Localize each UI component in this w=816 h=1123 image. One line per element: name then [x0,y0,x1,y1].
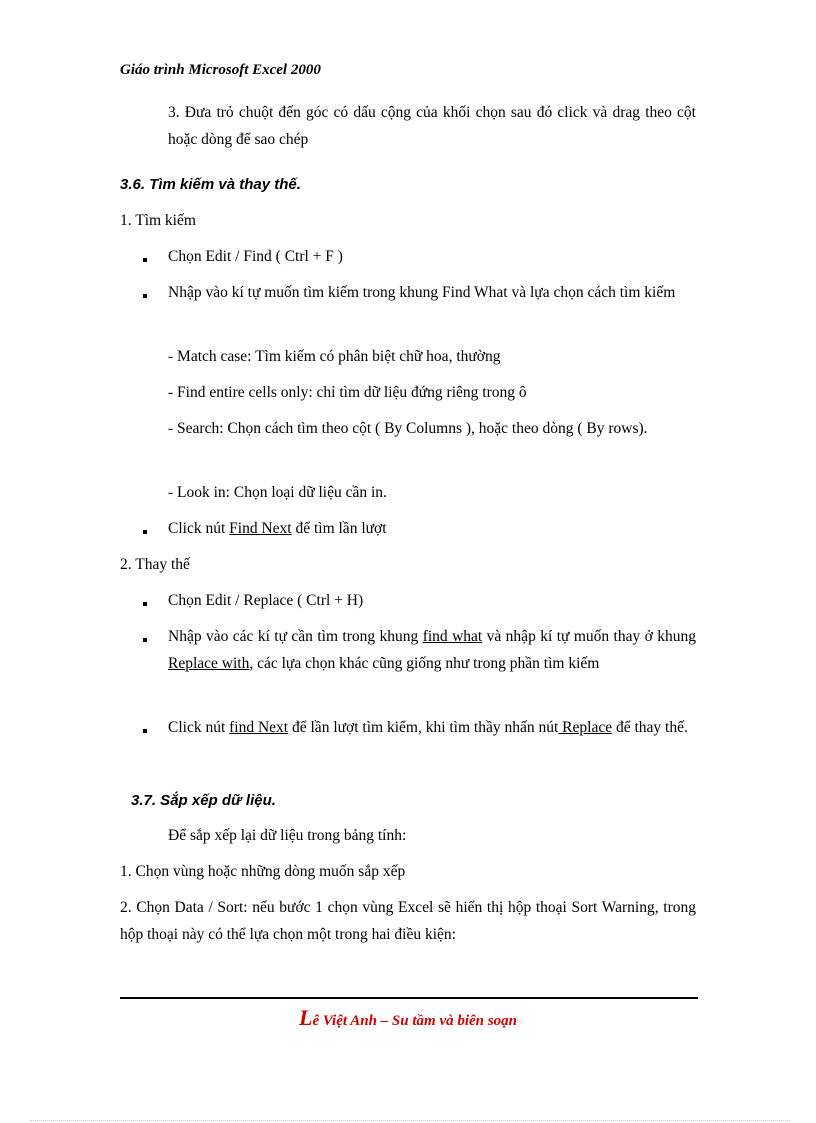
sort-step-1: 1. Chọn vùng hoặc những dòng muốn sắp xếp [120,863,406,880]
page-bottom-edge [30,1120,790,1121]
replace-bullet-3-middle: để lần lượt tìm kiểm, khi tìm thầy nhấn nút [288,719,559,736]
replace-bullet-2-suffix: , các lựa chọn khác cũng giống như trong phần tìm kiếm [249,655,600,672]
find-bullet-1: Chọn Edit / Find ( Ctrl + F ) [168,248,343,265]
replace-bullet-3-suffix: để thay thế. [612,719,688,736]
bullet-icon [143,294,149,300]
find-next-link-2: find Next [229,719,289,736]
find-bullet-2: Nhập vào kí tự muốn tìm kiếm trong khung Find What và lựa chọn cách tìm kiếm [168,284,676,301]
footer-credit [0,1005,816,1031]
replace-heading: 2. Thay thế [120,556,190,573]
footer-rule [120,997,698,999]
section-3-7-title: 3.7. Sắp xếp dữ liệu. [131,792,276,809]
find-option-entire-cells: - Find entire cells only: chỉ tìm dữ liệu đứng riêng trong ô [168,384,527,401]
replace-bullet-2-prefix: Nhập vào các kí tự cần tìm trong khung [168,628,423,645]
replace-bullet-1: Chọn Edit / Replace ( Ctrl + H) [168,592,364,609]
find-option-match-case: - Match case: Tìm kiếm có phân biệt chữ hoa, thường [168,348,501,365]
bullet-icon [143,530,149,536]
bullet-icon [143,258,149,264]
sort-step-2: 2. Chọn Data / Sort: nếu bước 1 chọn vùng Excel sẽ hiển thị hộp thoại Sort Warning, trong hộp thoại này có thể lựa chọn một trong hai điều kiện: [120,899,696,943]
find-option-look-in: - Look in: Chọn loại dữ liệu cần in. [168,484,387,501]
find-what-link: find what [422,628,483,645]
replace-link: Replace [558,719,613,736]
find-next-link: Find Next [229,520,292,537]
intro-step-3: 3. Đưa trỏ chuột đến góc có dấu cộng của khối chọn sau đó click và drag theo cột hoặc dòng để sao chép [168,104,696,148]
replace-bullet-2 [168,623,696,677]
replace-bullet-2-middle: và nhập kí tự muốn thay ở khung [482,628,696,645]
find-bullet-3-suffix: để tìm lần lượt [291,520,387,537]
sort-intro: Để sắp xếp lại dữ liệu trong bảng tính: [168,827,407,844]
find-bullet-3 [168,515,387,542]
find-option-search: - Search: Chọn cách tìm theo cột ( By Columns ), hoặc theo dòng ( By rows). [168,420,648,437]
footer-credit-text: ê Việt Anh – Su tầm và biên soạn [312,1013,517,1029]
header-title: Giáo trình Microsoft Excel 2000 [120,62,321,78]
find-bullet-3-prefix: Click nút [168,520,230,537]
replace-bullet-3 [168,714,696,741]
footer-initial: L [299,1005,313,1030]
section-3-6-title: 3.6. Tìm kiếm và thay thế. [120,176,301,193]
find-heading: 1. Tìm kiếm [120,212,196,229]
replace-bullet-3-prefix: Click nút [168,719,230,736]
bullet-icon [143,638,149,644]
bullet-icon [143,729,149,735]
replace-with-link: Replace with [168,655,250,672]
bullet-icon [143,602,149,608]
